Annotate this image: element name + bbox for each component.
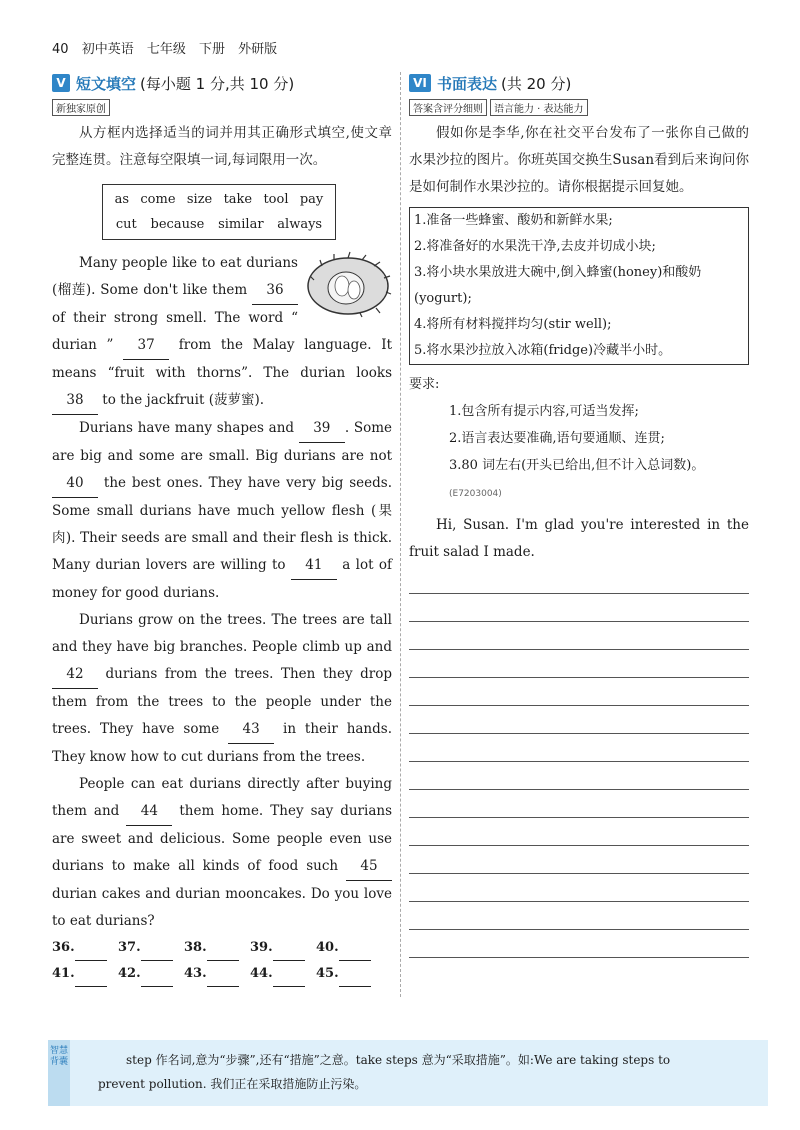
- requirement-3: [409, 452, 749, 508]
- question-code: (E7203004): [449, 489, 502, 499]
- p1-text-c: from the Malay language. It means “fruit with thorns”. The durian looks: [52, 337, 393, 381]
- p1-text-d: to the jackfruit (菠萝蜜).: [98, 392, 265, 408]
- blank-40[interactable]: 40: [52, 470, 98, 498]
- p1-text-b: of their strong smell. The word “ durian ”: [52, 310, 298, 353]
- grade: 七年级: [146, 42, 186, 57]
- footer-side-text: 智慧背囊: [49, 1046, 68, 1067]
- p3-text-c: in their hands. They know how to cut durians from the trees.: [52, 721, 392, 765]
- p4-text-c: durian cakes and durian mooncakes. Do you love to eat durians?: [52, 886, 392, 929]
- writing-line[interactable]: [409, 706, 749, 734]
- p4-text-b: them home. They say durians are sweet and delicious. Some people even use durians to make all kinds of food such: [52, 803, 392, 874]
- answer-label: 38.: [184, 940, 207, 955]
- section-6-name: 书面表达: [437, 74, 498, 93]
- p1-text-a: Many people like to eat durians (榴莲). Some don't like them: [52, 255, 298, 298]
- passage-paragraph-1: [52, 250, 392, 415]
- answer-row-2: [52, 961, 392, 987]
- p2-text-d: a lot of money for good durians.: [52, 557, 392, 601]
- answer-label: 39.: [250, 940, 273, 955]
- passage-paragraph-4: [52, 771, 392, 935]
- passage-paragraph-2: [52, 415, 392, 607]
- word: because: [150, 217, 205, 232]
- column-divider: [400, 72, 401, 997]
- word-box: [102, 184, 336, 240]
- writing-line[interactable]: [409, 762, 749, 790]
- section-5-instruction: 从方框内选择适当的词并用其正确形式填空,使文章完整连贯。注意每空限填一词,每词限用一次。: [52, 125, 392, 168]
- word-box-row-2: [103, 212, 335, 237]
- p2-text-c: the best ones. They have very big seeds. Some small durians have much yellow flesh (果肉). Their seeds are small and their flesh is thick. Many durian lovers are willing to: [52, 475, 392, 573]
- section-5-title: [52, 72, 392, 94]
- tip-item: 4.将所有材料搅拌均匀(stir well);: [414, 317, 612, 332]
- writing-line[interactable]: [409, 734, 749, 762]
- tip-footer: [48, 1040, 768, 1106]
- p3-text-b: durians from the trees. Then they drop them from the trees to the people under the trees. They have some: [52, 666, 392, 737]
- word: always: [277, 217, 323, 232]
- blank-36[interactable]: 36: [252, 277, 298, 305]
- blank-45[interactable]: 45: [346, 853, 392, 881]
- word: size: [186, 192, 213, 207]
- answer-line[interactable]: [141, 986, 173, 987]
- section-5-name: 短文填空: [76, 74, 137, 93]
- edition: 外研版: [238, 42, 278, 57]
- answer-line[interactable]: [339, 986, 371, 987]
- requirement-1: 1.包含所有提示内容,可适当发挥;: [449, 404, 639, 419]
- section-6-title: [409, 72, 749, 94]
- blank-38[interactable]: 38: [52, 387, 98, 415]
- footer-text: [98, 1048, 758, 1096]
- footer-side-label: [48, 1040, 70, 1106]
- writing-line[interactable]: [409, 790, 749, 818]
- p2-text-a: Durians have many shapes and: [79, 420, 299, 436]
- writing-line[interactable]: [409, 930, 749, 958]
- word: tool: [263, 192, 289, 207]
- durian-illustration: [304, 250, 392, 318]
- answer-label: 36.: [52, 940, 75, 955]
- answer-label: 37.: [118, 940, 141, 955]
- blank-41[interactable]: 41: [291, 552, 337, 580]
- p2-text-b: . Some are big and some are small. Big durians are not: [52, 420, 393, 464]
- answer-line[interactable]: [273, 986, 305, 987]
- word: pay: [299, 192, 324, 207]
- p3-text-a: Durians grow on the trees. The trees are tall and they have big branches. People climb up and: [52, 612, 392, 655]
- answer-label: 43.: [184, 966, 207, 981]
- answer-label: 42.: [118, 966, 141, 981]
- page-number: 40: [52, 42, 69, 57]
- writing-line[interactable]: [409, 846, 749, 874]
- tip-item: 5.将水果沙拉放入冰箱(fridge)冷藏半小时。: [414, 343, 672, 358]
- answer-line[interactable]: [207, 986, 239, 987]
- writing-line[interactable]: [409, 622, 749, 650]
- answer-label: 45.: [316, 966, 339, 981]
- writing-prompt: 假如你是李华,你在社交平台发布了一张你自己做的水果沙拉的图片。你班英国交换生Susan看到后来询问你是如何制作水果沙拉的。请你根据提示回复她。: [409, 125, 749, 195]
- writing-line[interactable]: [409, 650, 749, 678]
- requirements-title: 要求:: [409, 377, 440, 392]
- word: take: [223, 192, 253, 207]
- word-box-row-1: [103, 187, 335, 212]
- writing-line[interactable]: [409, 678, 749, 706]
- blank-42[interactable]: 42: [52, 661, 98, 689]
- word: as: [114, 192, 130, 207]
- writing-line[interactable]: [409, 566, 749, 594]
- blank-37[interactable]: 37: [123, 332, 169, 360]
- footer-line-2: prevent pollution. 我们正在采取措施防止污染。: [98, 1077, 367, 1091]
- writing-line[interactable]: [409, 818, 749, 846]
- tip-item: 2.将准备好的水果洗干净,去皮并切成小块;: [414, 239, 656, 254]
- scoring-tag: 答案含评分细则: [409, 99, 487, 116]
- page-header: [52, 38, 286, 57]
- word: similar: [218, 217, 264, 232]
- blank-44[interactable]: 44: [126, 798, 172, 826]
- term: 下册: [199, 42, 226, 57]
- section-6-score: (共 20 分): [501, 74, 572, 93]
- footer-line-1: step 作名词,意为“步骤”,还有“措施”之意。take steps 意为“采取措施”。如:We are taking steps to: [126, 1053, 671, 1067]
- section-5: [52, 72, 392, 987]
- section-6-badge: VI: [409, 74, 431, 92]
- answer-label: 44.: [250, 966, 273, 981]
- book-name: 初中英语: [81, 42, 134, 57]
- tip-item: 1.准备一些蜂蜜、酸奶和新鲜水果;: [414, 213, 613, 228]
- tips-box: [409, 207, 749, 365]
- section-5-badge: V: [52, 74, 70, 92]
- original-tag: 新独家原创: [52, 99, 110, 116]
- tip-item: 3.将小块水果放进大碗中,倒入蜂蜜(honey)和酸奶(yogurt);: [414, 265, 702, 306]
- word: come: [140, 192, 176, 207]
- section-6: [409, 72, 749, 958]
- writing-line[interactable]: [409, 902, 749, 930]
- answer-label: 40.: [316, 940, 339, 955]
- answer-line[interactable]: [75, 986, 107, 987]
- p4-text-a: People can eat durians directly after buying them and: [52, 776, 392, 819]
- section-5-score: (每小题 1 分,共 10 分): [140, 74, 295, 93]
- writing-line[interactable]: [409, 594, 749, 622]
- writing-line[interactable]: [409, 874, 749, 902]
- blank-39[interactable]: 39: [299, 415, 345, 443]
- word: cut: [115, 217, 137, 232]
- requirement-2: 2.语言表达要准确,语句要通顺、连贯;: [449, 431, 665, 446]
- answer-row-1: [52, 935, 392, 961]
- requirement-3-text: 3.80 词左右(开头已给出,但不计入总词数)。: [449, 458, 705, 473]
- writing-area[interactable]: [409, 566, 749, 958]
- essay-opening: Hi, Susan. I'm glad you're interested in the fruit salad I made.: [409, 517, 749, 560]
- ability-tag: 语言能力 · 表达能力: [490, 99, 588, 116]
- passage-paragraph-3: [52, 607, 392, 771]
- blank-43[interactable]: 43: [228, 716, 274, 744]
- answer-label: 41.: [52, 966, 75, 981]
